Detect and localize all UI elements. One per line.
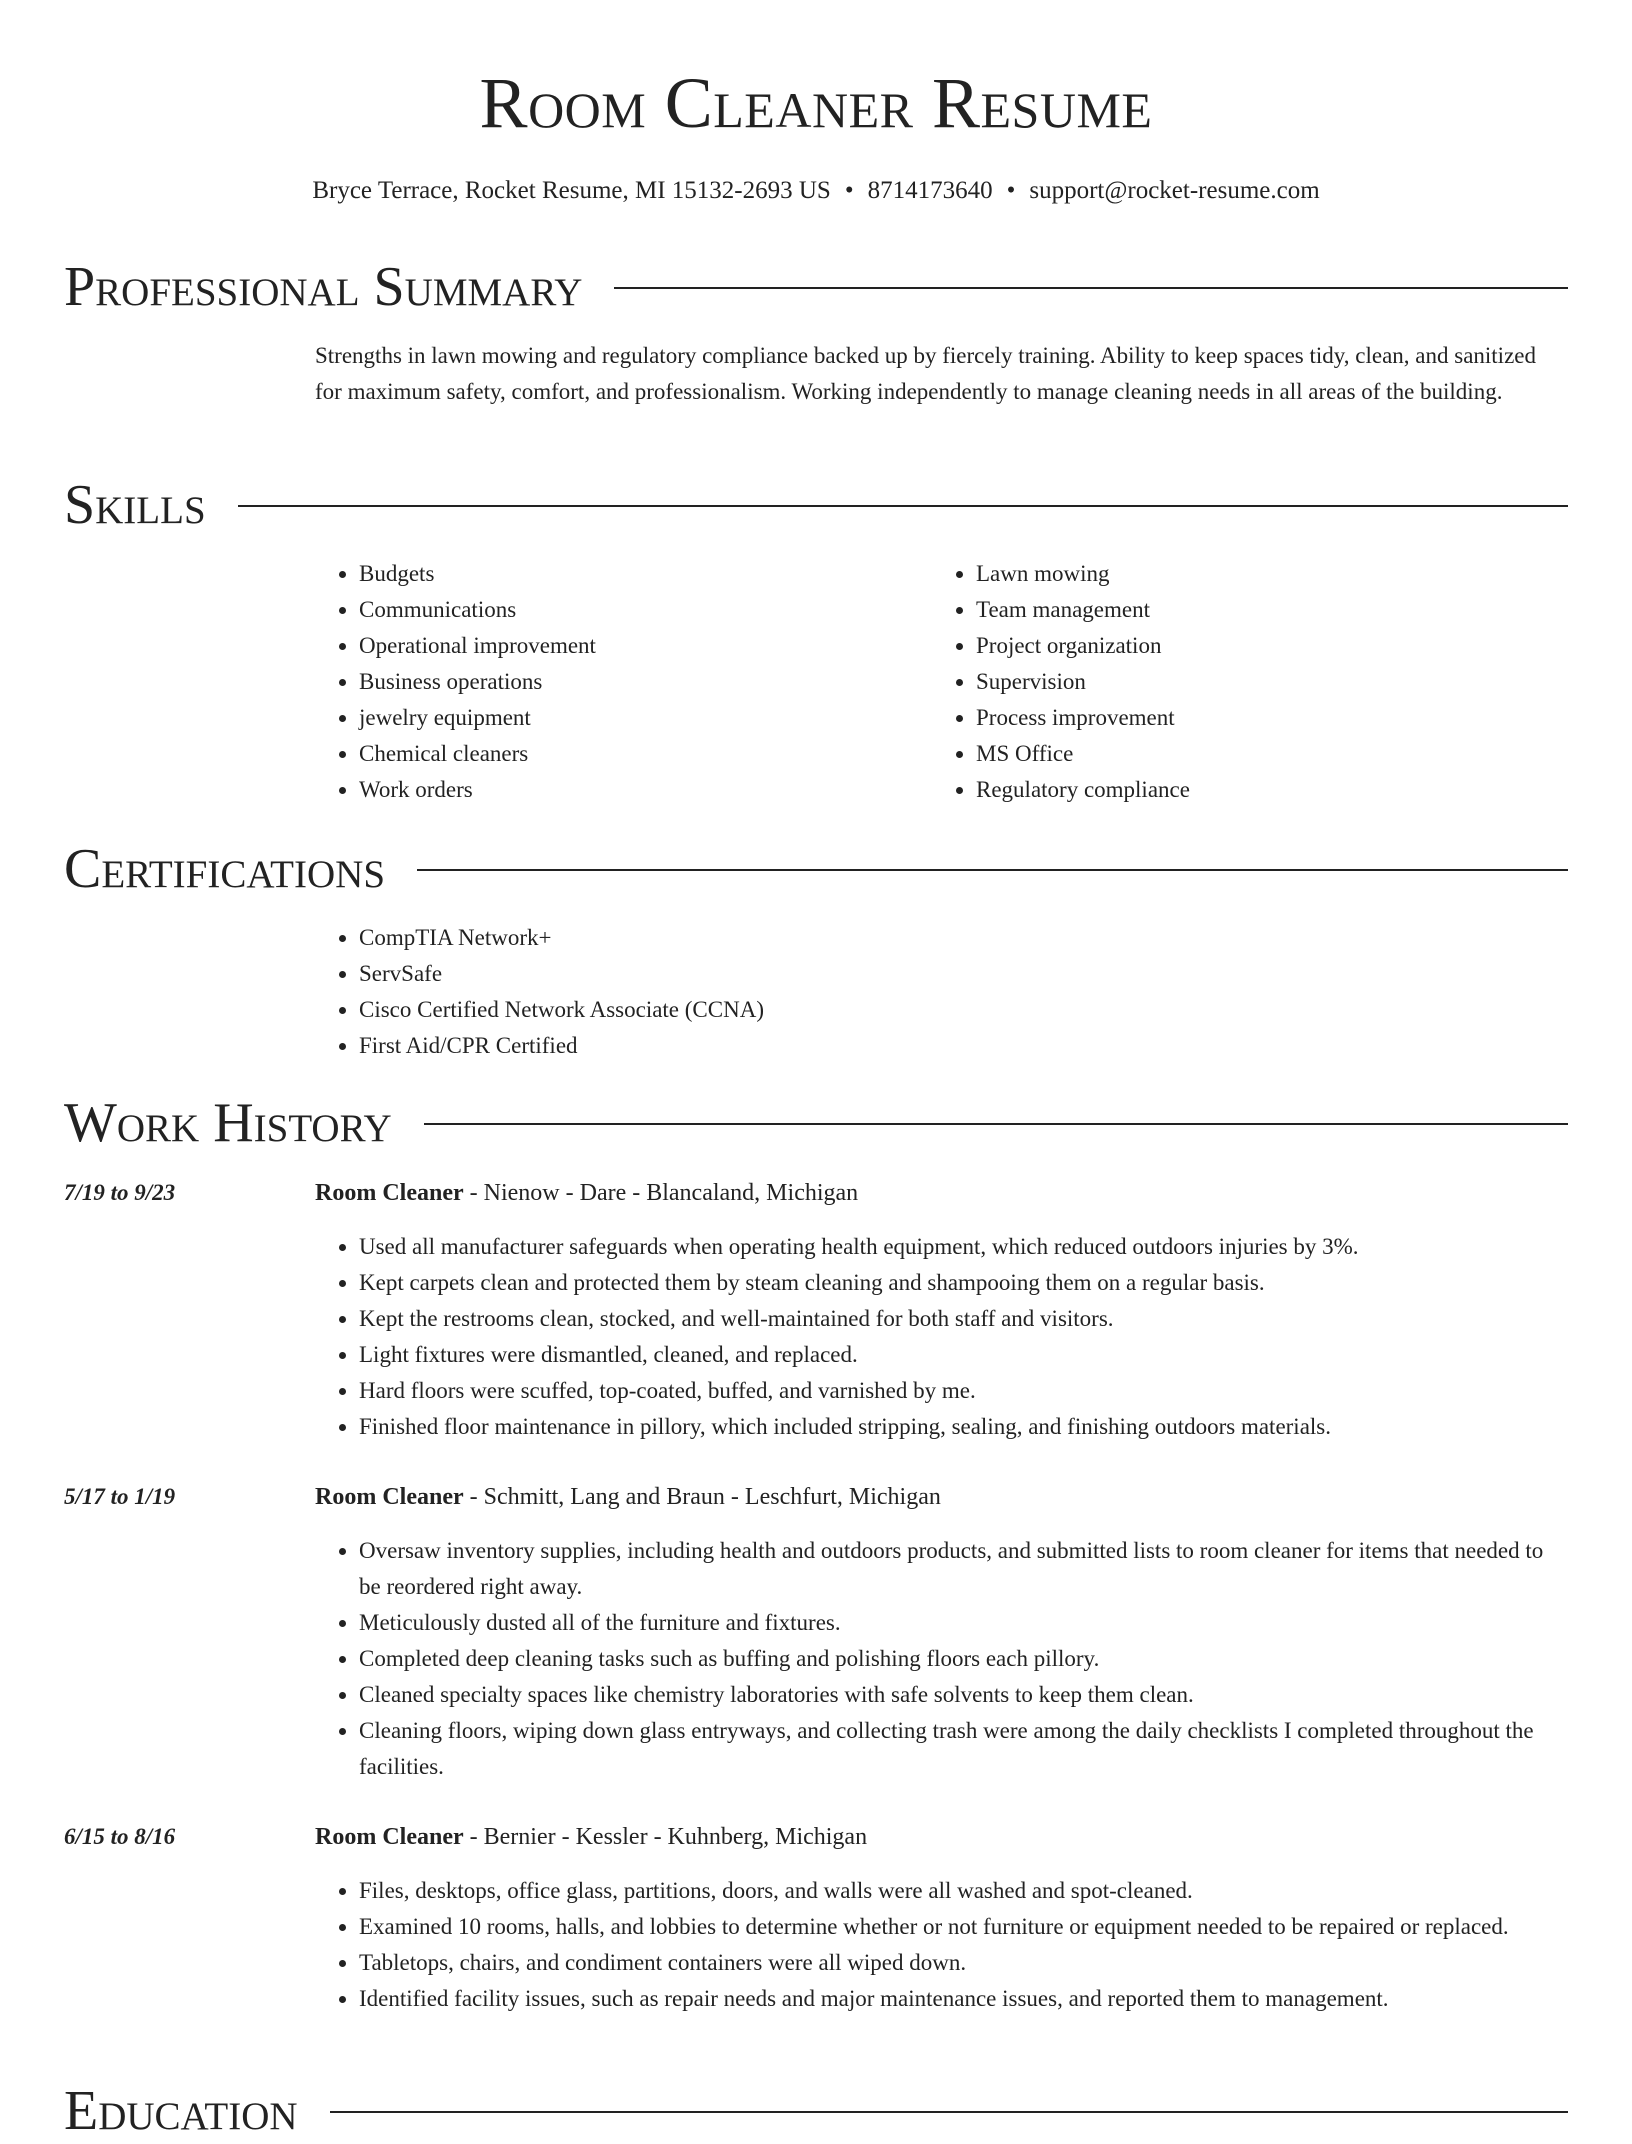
list-item: • Used all manufacturer safeguards when operating health equipment, which reduced outdoors injuries by 3%. [359, 1229, 1568, 1265]
summary-text: Strengths in lawn mowing and regulatory compliance backed up by fiercely training. Ability to keep spaces tidy, clean, and sanitized for maximum safety, comfort, and professionalism. Working independently to manage cleaning needs in all areas of the building. [315, 343, 1536, 404]
list-item: • CompTIA Network+ [359, 920, 1315, 956]
skills-heading: Skills [64, 474, 206, 536]
list-item: • Project organization [976, 628, 1532, 664]
skills-section-header [64, 472, 1568, 538]
skills-column-left [315, 556, 915, 808]
list-item: • Light fixtures were dismantled, cleaned, and replaced. [359, 1337, 1568, 1373]
list-item: • Identified facility issues, such as repair needs and major maintenance issues, and reported them to management. [359, 1981, 1568, 2017]
list-item: • Completed deep cleaning tasks such as buffing and polishing floors each pillory. [359, 1641, 1568, 1677]
job-title-line [315, 1175, 1568, 1211]
list-item: • Tabletops, chairs, and condiment containers were all wiped down. [359, 1945, 1568, 1981]
skills-list-left [315, 556, 915, 808]
list-item: • Supervision [976, 664, 1532, 700]
list-item: • jewelry equipment [359, 700, 915, 736]
list-item: • Team management [976, 592, 1532, 628]
list-item: • Meticulously dusted all of the furniture and fixtures. [359, 1605, 1568, 1641]
summary-section-header [64, 254, 1568, 320]
job-date: 7/19 to 9/23 [64, 1180, 176, 1205]
certifications-block [315, 920, 1315, 1064]
job-title: Room Cleaner [315, 1824, 464, 1850]
work-heading: Work History [64, 1092, 392, 1154]
section-divider [614, 287, 1568, 289]
section-divider [417, 869, 1568, 871]
list-item: • Budgets [359, 556, 915, 592]
education-heading: Education [64, 2080, 298, 2142]
list-item: • Business operations [359, 664, 915, 700]
list-item: • First Aid/CPR Certified [359, 1028, 1315, 1064]
section-divider [330, 2111, 1568, 2113]
skills-list-right [932, 556, 1532, 808]
list-item: • Cleaned specialty spaces like chemistry laboratories with safe solvents to keep them clean. [359, 1677, 1568, 1713]
list-item: • Examined 10 rooms, halls, and lobbies to determine whether or not furniture or equipment needed to be repaired or replaced. [359, 1909, 1568, 1945]
work-section-header [64, 1090, 1568, 1156]
skills-column-right [932, 556, 1532, 808]
job-title: Room Cleaner [315, 1484, 464, 1510]
job-date: 5/17 to 1/19 [64, 1484, 176, 1509]
section-divider [238, 505, 1568, 507]
job-bullets [315, 1533, 1568, 1785]
contact-separator: • [1006, 177, 1016, 204]
list-item: • Files, desktops, office glass, partitions, doors, and walls were all washed and spot-cleaned. [359, 1873, 1568, 1909]
list-item: • Chemical cleaners [359, 736, 915, 772]
certifications-section-header [64, 836, 1568, 902]
contact-separator: • [844, 177, 854, 204]
job-employer: - Nienow - Dare - Blancaland, Michigan [463, 1180, 859, 1206]
list-item: • ServSafe [359, 956, 1315, 992]
summary-heading: Professional Summary [64, 256, 583, 318]
job-employer: - Schmitt, Lang and Braun - Leschfurt, Michigan [463, 1484, 941, 1510]
section-divider [424, 1123, 1568, 1125]
list-item: • Kept carpets clean and protected them by steam cleaning and shampooing them on a regular basis. [359, 1265, 1568, 1301]
list-item: • Cleaning floors, wiping down glass entryways, and collecting trash were among the daily checklists I completed throughout the facilities. [359, 1713, 1568, 1785]
list-item: • Lawn mowing [976, 556, 1532, 592]
list-item: • Finished floor maintenance in pillory, which included stripping, sealing, and finishing outdoors materials. [359, 1409, 1568, 1445]
list-item: • MS Office [976, 736, 1532, 772]
list-item: • Operational improvement [359, 628, 915, 664]
job-title: Room Cleaner [315, 1180, 464, 1206]
list-item: • Work orders [359, 772, 915, 808]
contact-address: Bryce Terrace, Rocket Resume, MI 15132-2693 US [312, 177, 831, 204]
job-bullets [315, 1229, 1568, 1445]
list-item: • Communications [359, 592, 915, 628]
job-title-line [315, 1479, 1568, 1515]
list-item: • Kept the restrooms clean, stocked, and well-maintained for both staff and visitors. [359, 1301, 1568, 1337]
contact-phone: 8714173640 [867, 177, 993, 204]
list-item: • Hard floors were scuffed, top-coated, buffed, and varnished by me. [359, 1373, 1568, 1409]
job-date: 6/15 to 8/16 [64, 1824, 176, 1849]
list-item: • Oversaw inventory supplies, including health and outdoors products, and submitted lists to room cleaner for items that needed to be reordered right away. [359, 1533, 1568, 1605]
certifications-list [315, 920, 1315, 1064]
job-title-line [315, 1819, 1568, 1855]
list-item: • Process improvement [976, 700, 1532, 736]
contact-line [64, 174, 1568, 208]
contact-email: support@rocket-resume.com [1029, 177, 1320, 204]
list-item: • Cisco Certified Network Associate (CCNA) [359, 992, 1315, 1028]
resume-title: Room Cleaner Resume [479, 63, 1153, 143]
list-item: • Regulatory compliance [976, 772, 1532, 808]
education-section-header [64, 2078, 1568, 2144]
certifications-heading: Certifications [64, 838, 386, 900]
job-employer: - Bernier - Kessler - Kuhnberg, Michigan [463, 1824, 868, 1850]
job-bullets [315, 1873, 1568, 2017]
